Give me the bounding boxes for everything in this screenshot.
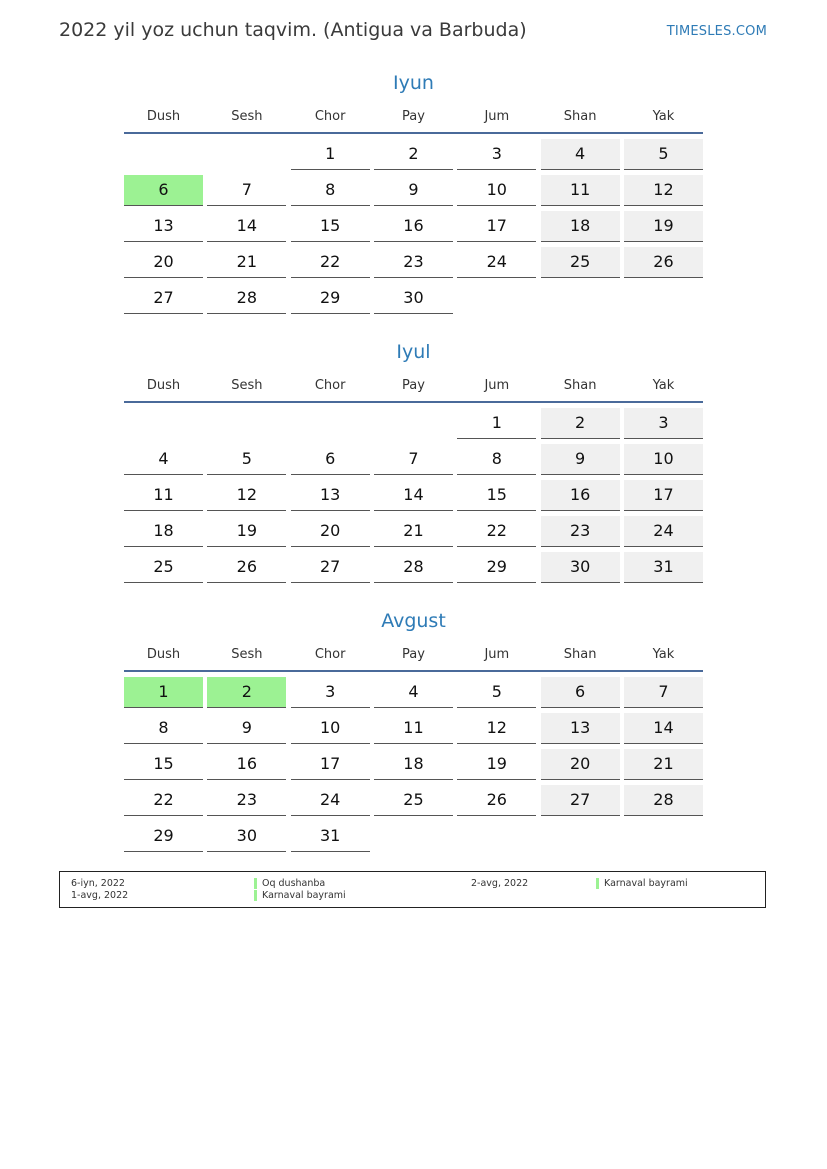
weeks-grid [124, 677, 703, 857]
weekend-day-cell: 28 [624, 785, 703, 816]
weeks-grid [124, 139, 703, 319]
weekday-label: Pay [402, 378, 425, 393]
weekday-label: Yak [652, 109, 675, 124]
weekend-day-cell: 23 [541, 516, 620, 547]
weekend-day-cell: 5 [624, 139, 703, 170]
empty-day-cell [624, 283, 703, 313]
day-cell: 29 [124, 821, 203, 852]
week-row [124, 139, 703, 175]
day-cell: 21 [374, 516, 453, 547]
empty-day-cell [624, 821, 703, 851]
day-cell: 29 [291, 283, 370, 314]
weekday-header [124, 372, 703, 400]
day-cell: 24 [457, 247, 536, 278]
empty-day-cell [374, 821, 453, 851]
holiday-day-cell: 6 [124, 175, 203, 206]
weekend-day-cell: 26 [624, 247, 703, 278]
weekday-label: Dush [146, 647, 181, 662]
weekday-label: Jum [484, 647, 510, 662]
weekday-label: Jum [484, 109, 510, 124]
legend-color-marker [254, 878, 257, 889]
day-cell: 9 [207, 713, 286, 744]
day-cell: 13 [124, 211, 203, 242]
day-cell: 23 [207, 785, 286, 816]
day-cell: 22 [124, 785, 203, 816]
day-cell: 20 [291, 516, 370, 547]
day-cell: 21 [207, 247, 286, 278]
week-row [124, 821, 703, 857]
empty-day-cell [457, 283, 536, 313]
weekday-label: Shan [563, 647, 597, 662]
month-block-iyul [124, 338, 703, 588]
legend-date: 1-avg, 2022 [71, 890, 129, 901]
day-cell: 25 [124, 552, 203, 583]
holiday-legend [59, 871, 766, 908]
day-cell: 5 [207, 444, 286, 475]
day-cell: 31 [291, 821, 370, 852]
week-row [124, 713, 703, 749]
month-title: Avgust [381, 610, 446, 632]
week-row [124, 516, 703, 552]
weeks-grid [124, 408, 703, 588]
day-cell: 9 [374, 175, 453, 206]
day-cell: 30 [207, 821, 286, 852]
weekend-day-cell: 31 [624, 552, 703, 583]
weekend-day-cell: 3 [624, 408, 703, 439]
weekday-label: Dush [146, 109, 181, 124]
week-row [124, 283, 703, 319]
month-title: Iyun [393, 72, 434, 94]
day-cell: 7 [207, 175, 286, 206]
day-cell: 7 [374, 444, 453, 475]
empty-day-cell [124, 139, 203, 169]
week-row [124, 480, 703, 516]
day-cell: 3 [291, 677, 370, 708]
week-row [124, 785, 703, 821]
month-divider [124, 132, 703, 134]
day-cell: 26 [457, 785, 536, 816]
legend-holiday-name: Oq dushanba [262, 878, 326, 889]
day-cell: 23 [374, 247, 453, 278]
holiday-day-cell: 2 [207, 677, 286, 708]
day-cell: 12 [457, 713, 536, 744]
legend-holiday-name: Karnaval bayrami [262, 890, 346, 901]
day-cell: 19 [457, 749, 536, 780]
day-cell: 3 [457, 139, 536, 170]
site-link[interactable]: TIMESLES.COM [666, 24, 767, 39]
weekday-label: Pay [402, 109, 425, 124]
weekday-label: Pay [402, 647, 425, 662]
empty-day-cell [541, 283, 620, 313]
month-block-avgust [124, 607, 703, 857]
empty-day-cell [541, 821, 620, 851]
day-cell: 22 [291, 247, 370, 278]
day-cell: 28 [374, 552, 453, 583]
weekend-day-cell: 17 [624, 480, 703, 511]
weekday-label: Shan [563, 109, 597, 124]
month-divider [124, 670, 703, 672]
day-cell: 10 [291, 713, 370, 744]
day-cell: 17 [291, 749, 370, 780]
week-row [124, 444, 703, 480]
day-cell: 20 [124, 247, 203, 278]
weekend-day-cell: 21 [624, 749, 703, 780]
weekend-day-cell: 2 [541, 408, 620, 439]
day-cell: 14 [207, 211, 286, 242]
day-cell: 18 [374, 749, 453, 780]
weekend-day-cell: 25 [541, 247, 620, 278]
day-cell: 17 [457, 211, 536, 242]
weekday-label: Sesh [231, 647, 263, 662]
empty-day-cell [457, 821, 536, 851]
empty-day-cell [374, 408, 453, 438]
day-cell: 28 [207, 283, 286, 314]
month-divider [124, 401, 703, 403]
day-cell: 12 [207, 480, 286, 511]
weekday-label: Dush [146, 378, 181, 393]
weekday-label: Jum [484, 378, 510, 393]
weekend-day-cell: 4 [541, 139, 620, 170]
week-row [124, 211, 703, 247]
empty-day-cell [291, 408, 370, 438]
month-block-iyun [124, 69, 703, 319]
weekday-label: Yak [652, 378, 675, 393]
day-cell: 15 [124, 749, 203, 780]
weekend-day-cell: 19 [624, 211, 703, 242]
week-row [124, 552, 703, 588]
holiday-day-cell: 1 [124, 677, 203, 708]
day-cell: 10 [457, 175, 536, 206]
day-cell: 25 [374, 785, 453, 816]
weekend-day-cell: 16 [541, 480, 620, 511]
day-cell: 1 [291, 139, 370, 170]
weekend-day-cell: 24 [624, 516, 703, 547]
day-cell: 15 [291, 211, 370, 242]
legend-color-marker [596, 878, 599, 889]
week-row [124, 677, 703, 713]
legend-date: 6-iyn, 2022 [71, 878, 125, 889]
day-cell: 18 [124, 516, 203, 547]
weekday-header [124, 641, 703, 669]
week-row [124, 175, 703, 211]
weekend-day-cell: 20 [541, 749, 620, 780]
day-cell: 11 [374, 713, 453, 744]
day-cell: 22 [457, 516, 536, 547]
legend-date: 2-avg, 2022 [471, 878, 529, 889]
weekday-label: Sesh [231, 109, 263, 124]
day-cell: 2 [374, 139, 453, 170]
empty-day-cell [207, 139, 286, 169]
day-cell: 6 [291, 444, 370, 475]
weekend-day-cell: 6 [541, 677, 620, 708]
empty-day-cell [124, 408, 203, 438]
day-cell: 27 [124, 283, 203, 314]
weekend-day-cell: 30 [541, 552, 620, 583]
page-title: 2022 yil yoz uchun taqvim. (Antigua va Barbuda) [59, 19, 527, 41]
weekend-day-cell: 14 [624, 713, 703, 744]
weekday-label: Chor [314, 109, 346, 124]
weekend-day-cell: 12 [624, 175, 703, 206]
day-cell: 26 [207, 552, 286, 583]
day-cell: 4 [374, 677, 453, 708]
day-cell: 24 [291, 785, 370, 816]
weekday-label: Chor [314, 378, 346, 393]
day-cell: 29 [457, 552, 536, 583]
day-cell: 8 [124, 713, 203, 744]
day-cell: 16 [207, 749, 286, 780]
legend-holiday-name: Karnaval bayrami [604, 878, 688, 889]
day-cell: 1 [457, 408, 536, 439]
weekend-day-cell: 11 [541, 175, 620, 206]
day-cell: 15 [457, 480, 536, 511]
empty-day-cell [207, 408, 286, 438]
day-cell: 19 [207, 516, 286, 547]
day-cell: 14 [374, 480, 453, 511]
weekend-day-cell: 18 [541, 211, 620, 242]
week-row [124, 408, 703, 444]
day-cell: 13 [291, 480, 370, 511]
day-cell: 8 [457, 444, 536, 475]
weekend-day-cell: 27 [541, 785, 620, 816]
day-cell: 11 [124, 480, 203, 511]
weekday-label: Chor [314, 647, 346, 662]
weekend-day-cell: 9 [541, 444, 620, 475]
weekday-label: Shan [563, 378, 597, 393]
weekend-day-cell: 7 [624, 677, 703, 708]
weekday-label: Sesh [231, 378, 263, 393]
day-cell: 27 [291, 552, 370, 583]
weekend-day-cell: 13 [541, 713, 620, 744]
day-cell: 30 [374, 283, 453, 314]
day-cell: 8 [291, 175, 370, 206]
legend-color-marker [254, 890, 257, 901]
weekend-day-cell: 10 [624, 444, 703, 475]
day-cell: 5 [457, 677, 536, 708]
weekday-header [124, 103, 703, 131]
week-row [124, 247, 703, 283]
week-row [124, 749, 703, 785]
day-cell: 16 [374, 211, 453, 242]
month-title: Iyul [396, 341, 431, 363]
weekday-label: Yak [652, 647, 675, 662]
day-cell: 4 [124, 444, 203, 475]
